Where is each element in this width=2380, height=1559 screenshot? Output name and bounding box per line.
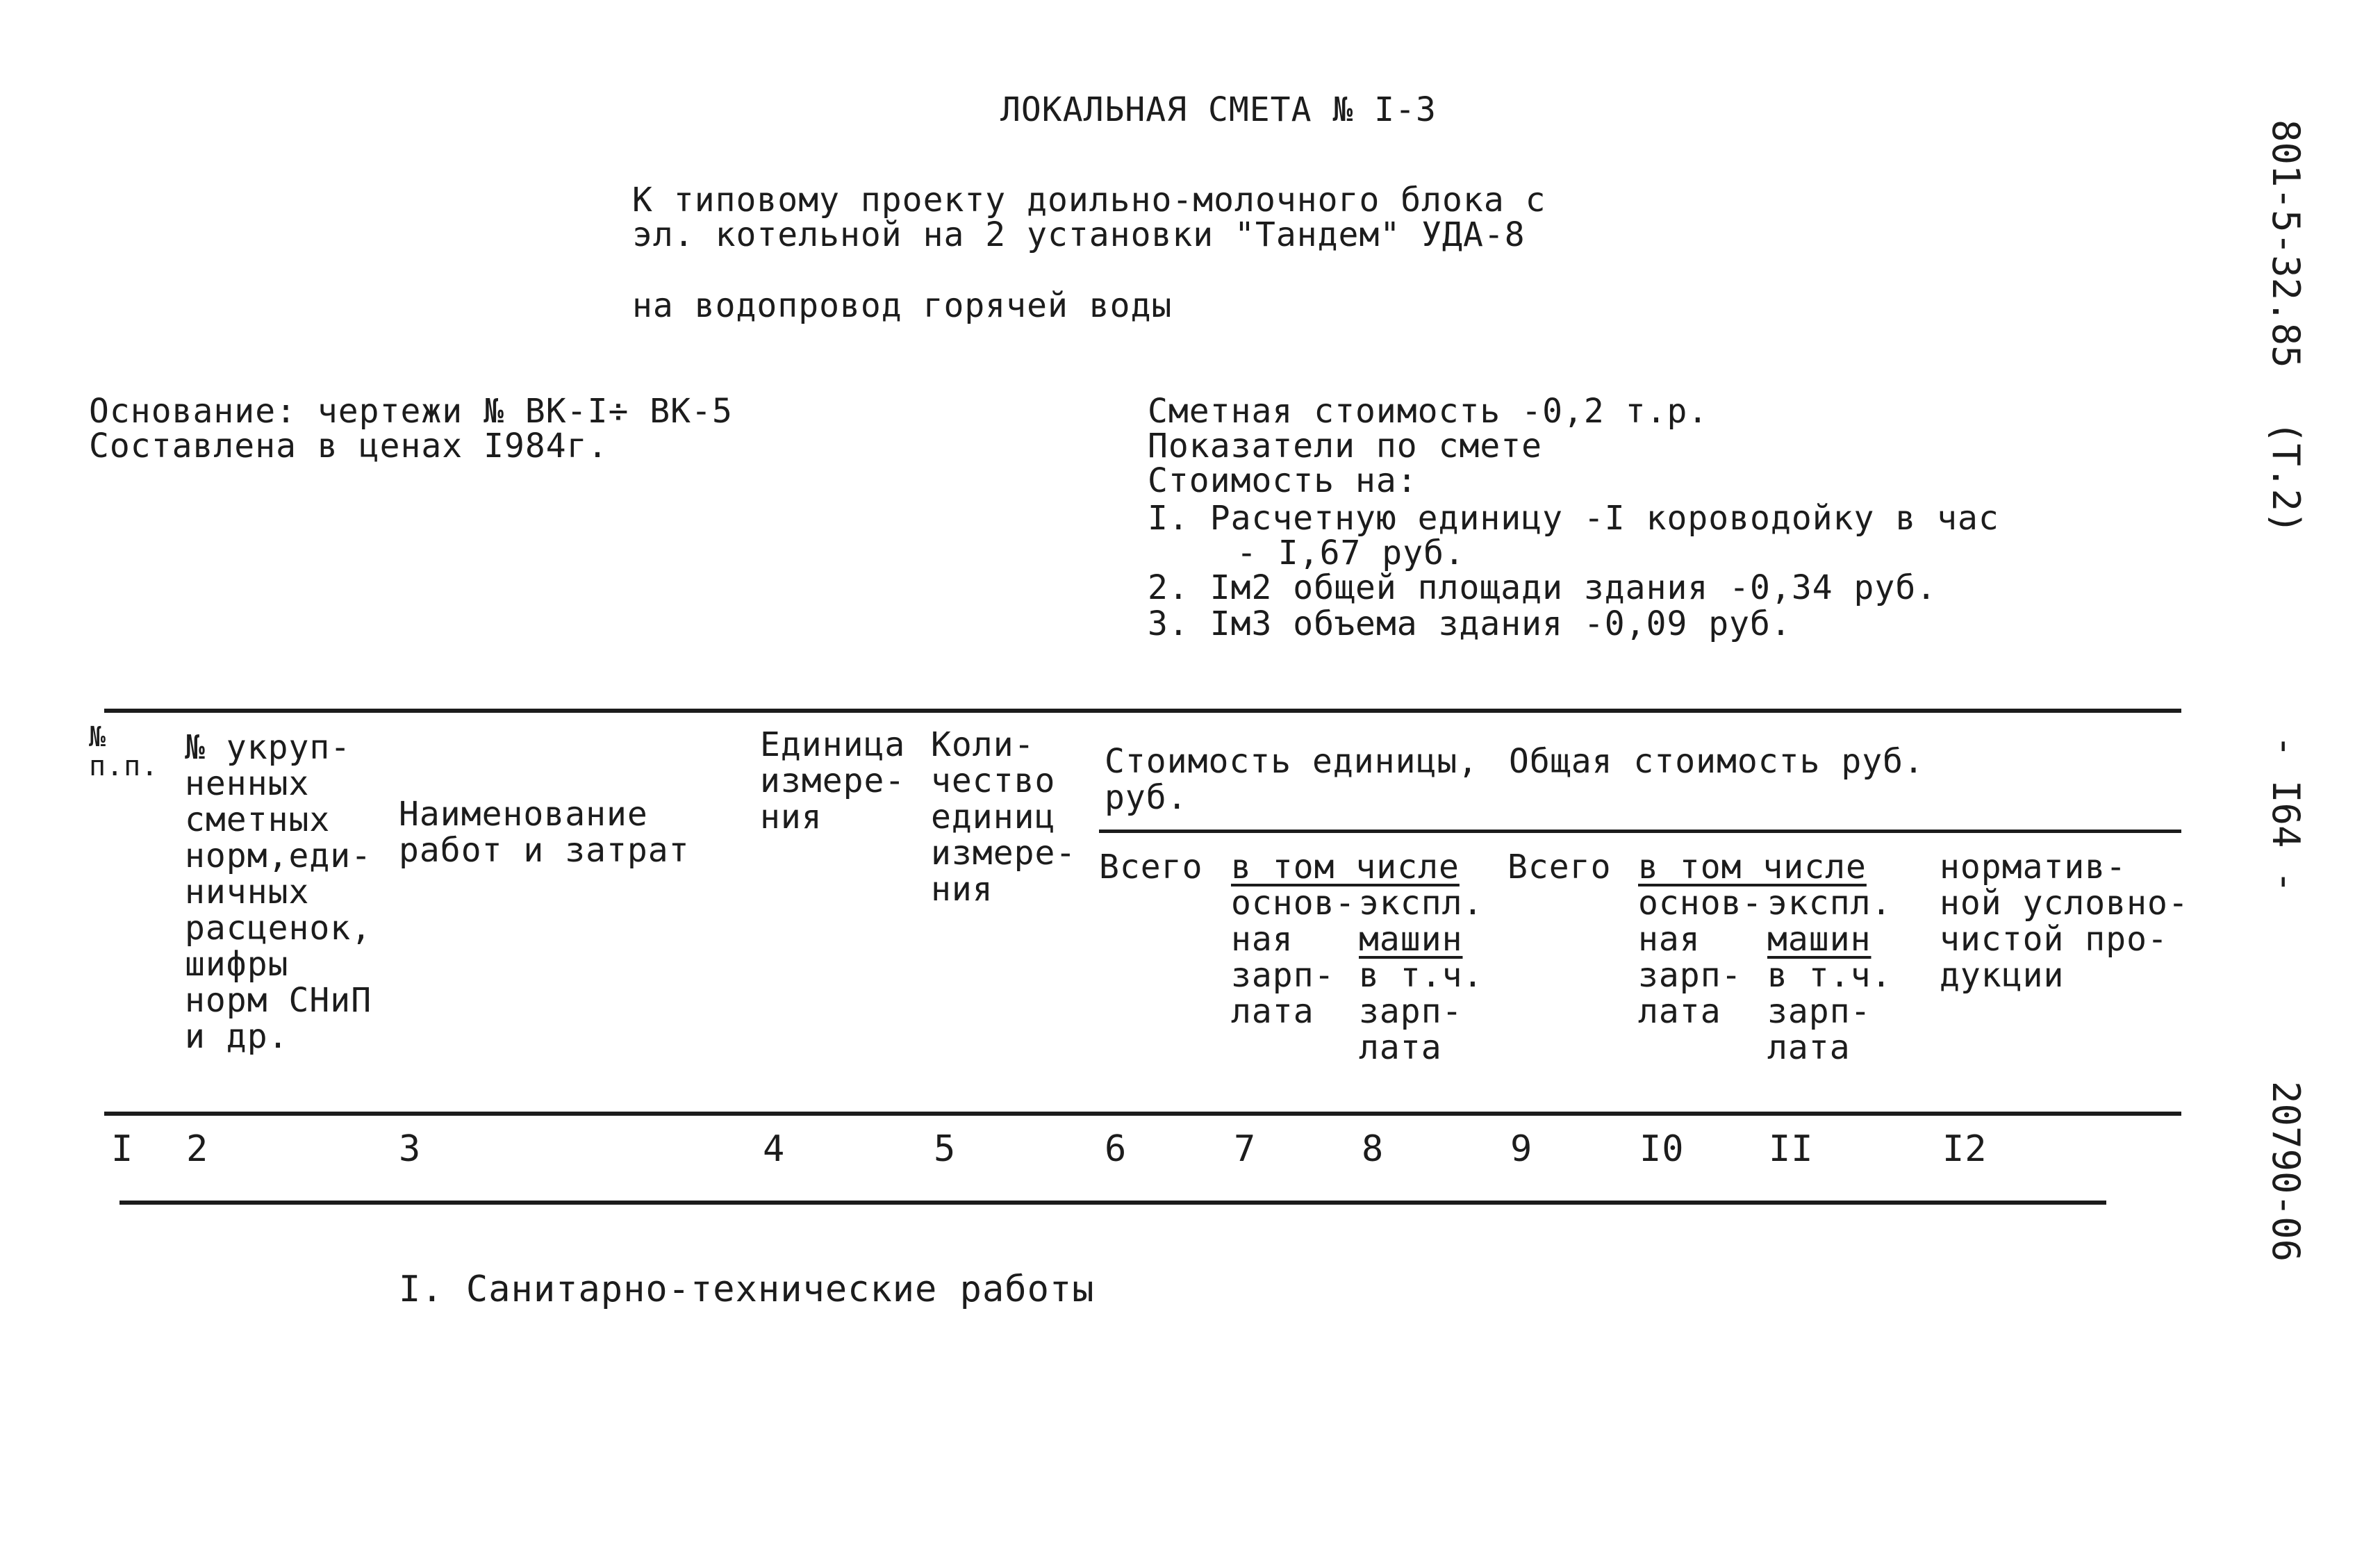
cost-on-label: Стоимость на: [1148,461,1418,500]
header-unit-machines: машин [1359,920,1463,959]
header-norm-codes: № укруп- ненных сметных норм,еди- ничных расценок, шифры норм СНиП и др. [185,728,372,1056]
header-total-machines: машин [1767,920,1871,959]
basis-prices: Составлена в ценах I984г. [89,427,609,465]
header-grand-total: Всего [1507,848,1612,886]
column-number: 6 [1105,1128,1127,1170]
header-total-including: в том числе [1638,848,1867,886]
header-total-cost: Общая стоимость руб. [1509,742,1924,781]
column-number: 3 [399,1128,422,1170]
inventory-number: 20790-06 [2264,1081,2308,1262]
header-unit-operation: экспл. [1359,884,1484,923]
header-total-operation: экспл. [1767,884,1892,923]
basis-drawings: Основание: чертежи № ВК-I÷ ВК-5 [89,392,733,431]
subtitle-line-1: К типовому проекту доильно-молочного блока с [632,181,1546,220]
indicator-item-3: 3. Iм3 объема здания -0,09 руб. [1148,604,1792,643]
table-top-rule [104,709,2181,713]
header-unit-total: Всего [1099,848,1203,886]
estimate-purpose: на водопровод горячей воды [632,286,1173,325]
indicator-item-1-value: - I,67 руб. [1237,534,1465,572]
header-net-product: норматив- ной условно- чистой про- дукции [1940,848,2189,995]
column-number: 9 [1510,1128,1533,1170]
header-total-machine-wage: в т.ч. зарп- лата [1767,956,1892,1067]
column-number: I0 [1639,1128,1685,1170]
header-unit-base-wage: основ- ная зарп- лата [1231,884,1356,1031]
project-code: 801-5-32.85 [2264,119,2308,368]
header-unit-cost: Стоимость единицы, руб. [1105,742,1479,817]
header-total-base-wage: основ- ная зарп- лата [1638,884,1763,1031]
part-number: (Т.2) [2264,421,2308,534]
header-quantity: Коли- чество единиц измере- ния [931,725,1077,909]
header-bottom-rule [104,1112,2181,1116]
column-numbers-rule [119,1201,2106,1205]
indicators-heading: Показатели по смете [1148,427,1543,465]
header-unit-including: в том числе [1231,848,1460,886]
document-title: ЛОКАЛЬНАЯ СМЕТА № I-3 [1000,90,1437,129]
header-unit-machine-wage: в т.ч. зарп- лата [1359,956,1484,1067]
page-number: - I64 - [2264,735,2308,893]
indicator-item-2: 2. Iм2 общей площади здания -0,34 руб. [1148,568,1937,607]
column-number: 5 [934,1128,957,1170]
column-number: I2 [1942,1128,1988,1170]
column-number: 7 [1234,1128,1257,1170]
subtitle-line-2: эл. котельной на 2 установки "Тандем" УДА-8 [632,215,1526,254]
header-unit: Единица измере- ния [760,725,906,836]
column-number: II [1769,1128,1814,1170]
column-number: 4 [763,1128,786,1170]
header-row-number: № п.п. [89,721,159,782]
indicator-item-1: I. Расчетную единицу -I короводойку в час [1148,499,1999,538]
header-work-name: Наименование работ и затрат [399,795,690,870]
column-number: I [111,1128,134,1170]
column-number: 2 [186,1128,209,1170]
cost-group-rule [1099,830,2181,833]
column-number: 8 [1362,1128,1385,1170]
section-title: I. Санитарно-технические работы [399,1269,1095,1310]
estimated-cost: Сметная стоимость -0,2 т.р. [1148,392,1709,431]
